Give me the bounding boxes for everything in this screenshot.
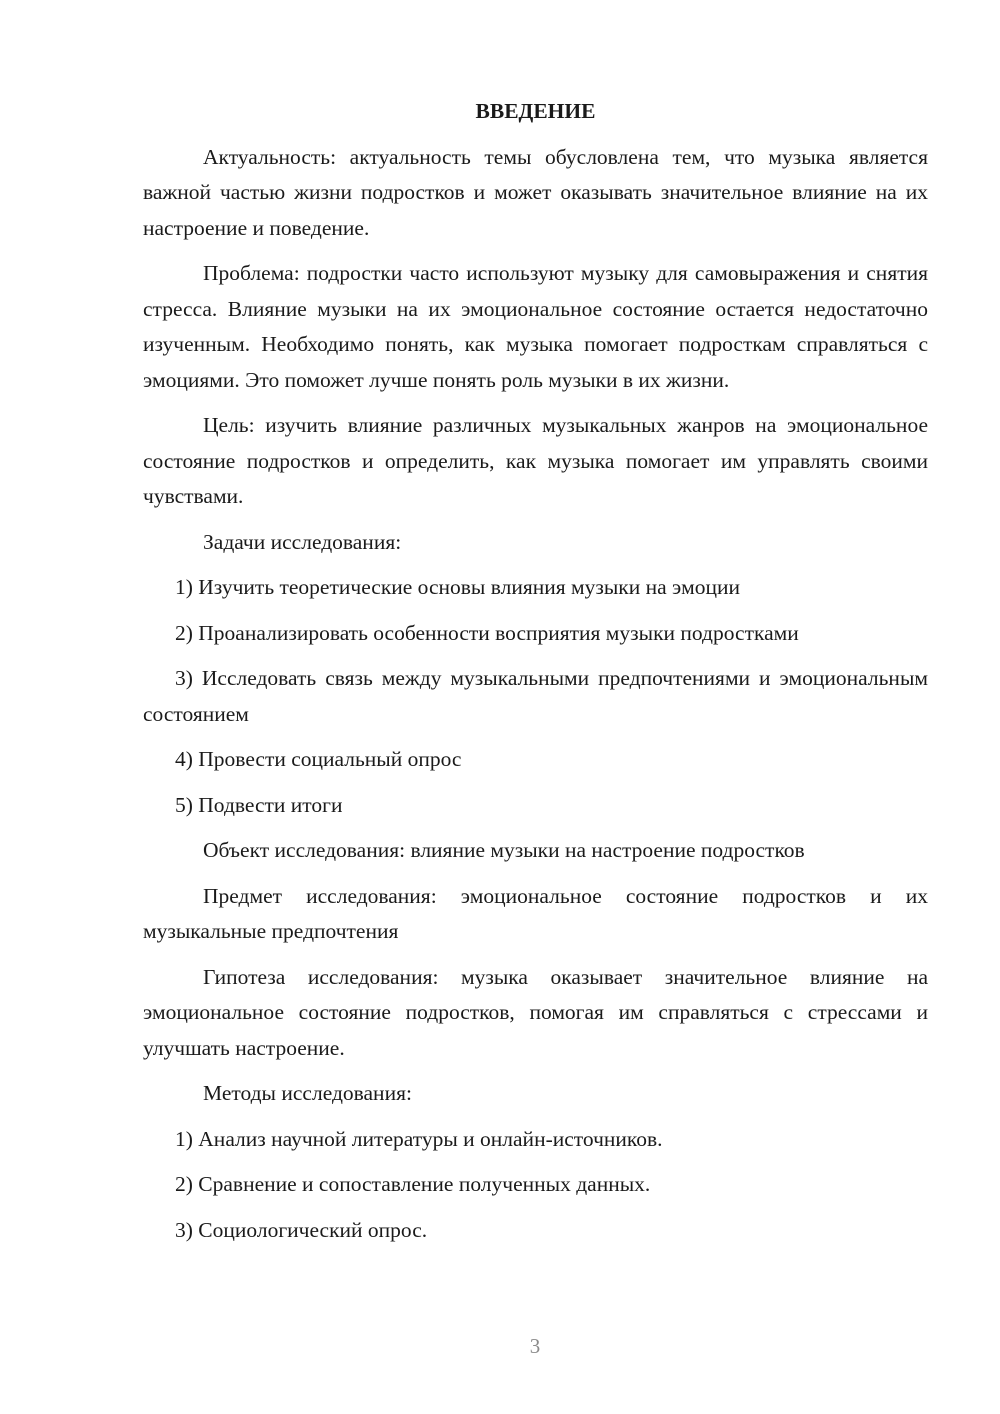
hypothesis-paragraph: Гипотеза исследования: музыка оказывает значительное влияние на эмоциональное состояние подростков, помогая им справляться с стрессами и улучшать настроение. — [143, 964, 928, 1060]
method-item: 2) Сравнение и сопоставление полученных данных. — [175, 1172, 651, 1196]
task-item: 3) Исследовать связь между музыкальными предпочтениями и эмоциональным состоянием — [143, 666, 928, 726]
object-paragraph: Объект исследования: влияние музыки на настроение подростков — [203, 838, 805, 862]
subject-paragraph: Предмет исследования: эмоциональное состояние подростков и их музыкальные предпочтения — [143, 883, 928, 943]
document-page — [143, 94, 928, 1258]
method-item: 3) Социологический опрос. — [175, 1217, 428, 1242]
task-item: 1) Изучить теоретические основы влияния музыки на эмоции — [175, 575, 740, 599]
page-title: ВВЕДЕНИЕ — [475, 99, 596, 123]
tasks-heading: Задачи исследования: — [203, 529, 402, 554]
page-number: 3 — [529, 1334, 541, 1358]
problem-paragraph: Проблема: подростки часто используют музыку для самовыражения и снятия стресса. Влияние музыки на их эмоциональное состояние остается недостаточно изученным. Необходимо понять, как музыка помогает подросткам справляться с эмоциями. Это поможет лучше понять роль музыки в их жизни. — [143, 261, 928, 392]
task-item: 2) Проанализировать особенности восприятия музыки подростками — [175, 620, 799, 645]
methods-heading: Методы исследования: — [203, 1081, 412, 1105]
task-item: 4) Провести социальный опрос — [175, 747, 462, 771]
goal-paragraph: Цель: изучить влияние различных музыкальных жанров на эмоциональное состояние подростков и определить, как музыка помогает им управлять своими чувствами. — [143, 413, 928, 508]
task-item: 5) Подвести итоги — [175, 792, 343, 817]
method-item: 1) Анализ научной литературы и онлайн-источников. — [175, 1126, 663, 1151]
relevance-paragraph: Актуальность: актуальность темы обусловлена тем, что музыка является важной частью жизни подростков и может оказывать значительное влияние на их настроение и поведение. — [143, 144, 928, 240]
